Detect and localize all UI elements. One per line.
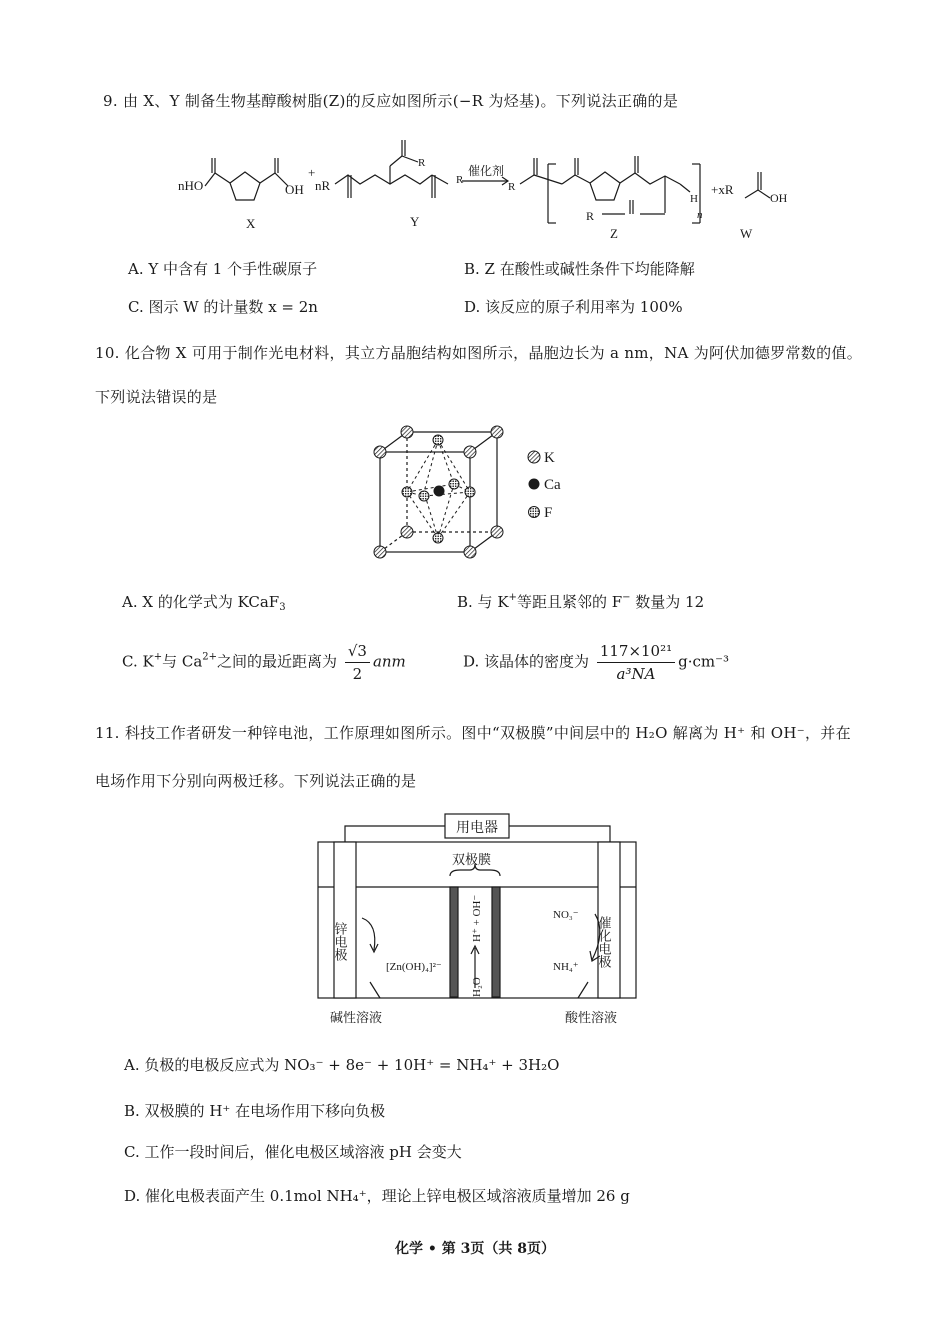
f-atom [465,487,475,497]
z-h-label: H [690,193,698,205]
w-plus-xr-label: +xR [711,182,734,197]
x-nho-label: nHO [178,178,204,193]
q10-option-a: A. X 的化学式为 KCaF$_3$ [122,593,286,613]
q10-option-d: D. 该晶体的密度为 $\frac{\text{117×10²¹}}{\text{a³NA}}$ g·cm⁻³ [463,642,730,683]
k-atom [464,446,476,458]
w-oh-label: OH [770,191,788,205]
legend-k-icon [528,451,540,463]
q11-stem-line1: 11. 科技工作者研发一种锌电池，工作原理如图所示。图中“双极膜”中间层中的 H₂O 解离为 H⁺ 和 OH⁻，并在 [95,724,851,742]
q11-option-d: D. 催化电极表面产生 0.1mol NH₄⁺，理论上锌电极区域溶液质量增加 26 g [124,1187,630,1205]
q10-option-b: B. 与 K+等距且紧邻的 F− 数量为 12 [457,592,705,611]
zinc-electrode [334,842,356,998]
d-fraction: $\frac{\text{117×10²¹}}{\text{a³NA}}$ [597,642,675,683]
k-atom [374,446,386,458]
label-w: W [740,226,753,241]
y-r-label: R [418,157,426,169]
q11-option-b: B. 双极膜的 H⁺ 在电场作用下移向负极 [124,1102,386,1120]
q9-option-b: B. Z 在酸性或碱性条件下均能降解 [464,260,695,278]
z-furan-ring [590,172,620,200]
plus-sign: + [308,165,316,180]
page-footer: 化学 • 第 3页（共 8页） [395,1241,555,1257]
z-n-label: n [697,209,703,221]
f-atom [449,479,459,489]
q9-stem: 9. 由 X、Y 制备生物基醇酸树脂(Z)的反应如图所示(−R 为烃基)。下列说法正确的是 [103,92,679,110]
y-nr-label: nR [315,178,331,193]
legend-ca-label: Ca [544,477,561,493]
device-label: 用电器 [456,821,498,836]
f-atom [433,435,443,445]
q10-stem-line1: 10. 化合物 X 可用于制作光电材料，其立方晶胞结构如图所示，晶胞边长为 a nm，NA 为阿伏加德罗常数的值。 [95,344,863,362]
alkaline-label: 碱性溶液 [330,1010,383,1025]
legend-ca-icon [529,479,540,490]
label-x: X [246,216,256,231]
zinc-electrode-label: 锌电极 [332,922,348,961]
q10-stem-line2: 下列说法错误的是 [95,388,218,406]
label-z: Z [610,226,618,241]
k-atom [464,546,476,558]
k-atom [491,426,503,438]
q9-reaction-figure [170,128,790,243]
f-atom [402,487,412,497]
c-fraction: $\frac{√3}{2}$ [345,642,370,683]
zn-species-label: [Zn(OH)₄]²⁻ [386,961,442,973]
q9-option-c: C. 图示 W 的计量数 x = 2n [128,298,318,316]
q11-option-c: C. 工作一段时间后，催化电极区域溶液 pH 会变大 [124,1143,462,1161]
legend-f-label: F [544,505,553,521]
f-atom [433,533,443,543]
label-y: Y [410,214,420,229]
z-r-label: R [508,181,516,193]
q9-option-d: D. 该反应的原子利用率为 100% [464,298,683,316]
acidic-label: 酸性溶液 [565,1010,618,1025]
legend-f-icon [529,507,540,518]
nh4-label: NH₄⁺ [553,961,579,973]
ca-atom [434,486,445,497]
catalyst-label: 催化剂 [468,164,505,178]
cube-front-face [380,452,470,552]
k-atom [401,426,413,438]
x-furan-ring [230,172,260,200]
q9-option-a: A. Y 中含有 1 个手性碳原子 [128,260,318,278]
no3-label: NO₃⁻ [553,909,579,921]
k-atom [491,526,503,538]
z-r-side-label: R [586,209,595,223]
crystal-cell-figure [362,420,592,565]
membrane-left-layer [450,887,458,997]
legend-k-label: K [544,450,555,466]
ions-label: H⁺ + OH⁻ [471,894,483,942]
k-atom [401,526,413,538]
q10-option-c: C. K+与 $Ca^{2+}$之间的最近距离为 $\frac{√3}{2}$ anm [122,642,406,683]
q11-option-a: A. 负极的电极反应式为 NO₃⁻ + 8e⁻ + 10H⁺ = NH₄⁺ + 3H₂O [124,1056,560,1074]
membrane-right-layer [492,887,500,997]
q11-stem-line2: 电场作用下分别向两极迁移。下列说法正确的是 [95,772,417,790]
water-label: H₂O [471,977,483,997]
f-atom [419,491,429,501]
catalyst-electrode-label: 催化电极 [596,916,612,968]
y-r2-label: R [456,174,464,186]
battery-figure [310,810,645,1030]
k-atom [374,546,386,558]
membrane-label: 双极膜 [452,852,492,867]
x-oh-label: OH [285,182,304,197]
